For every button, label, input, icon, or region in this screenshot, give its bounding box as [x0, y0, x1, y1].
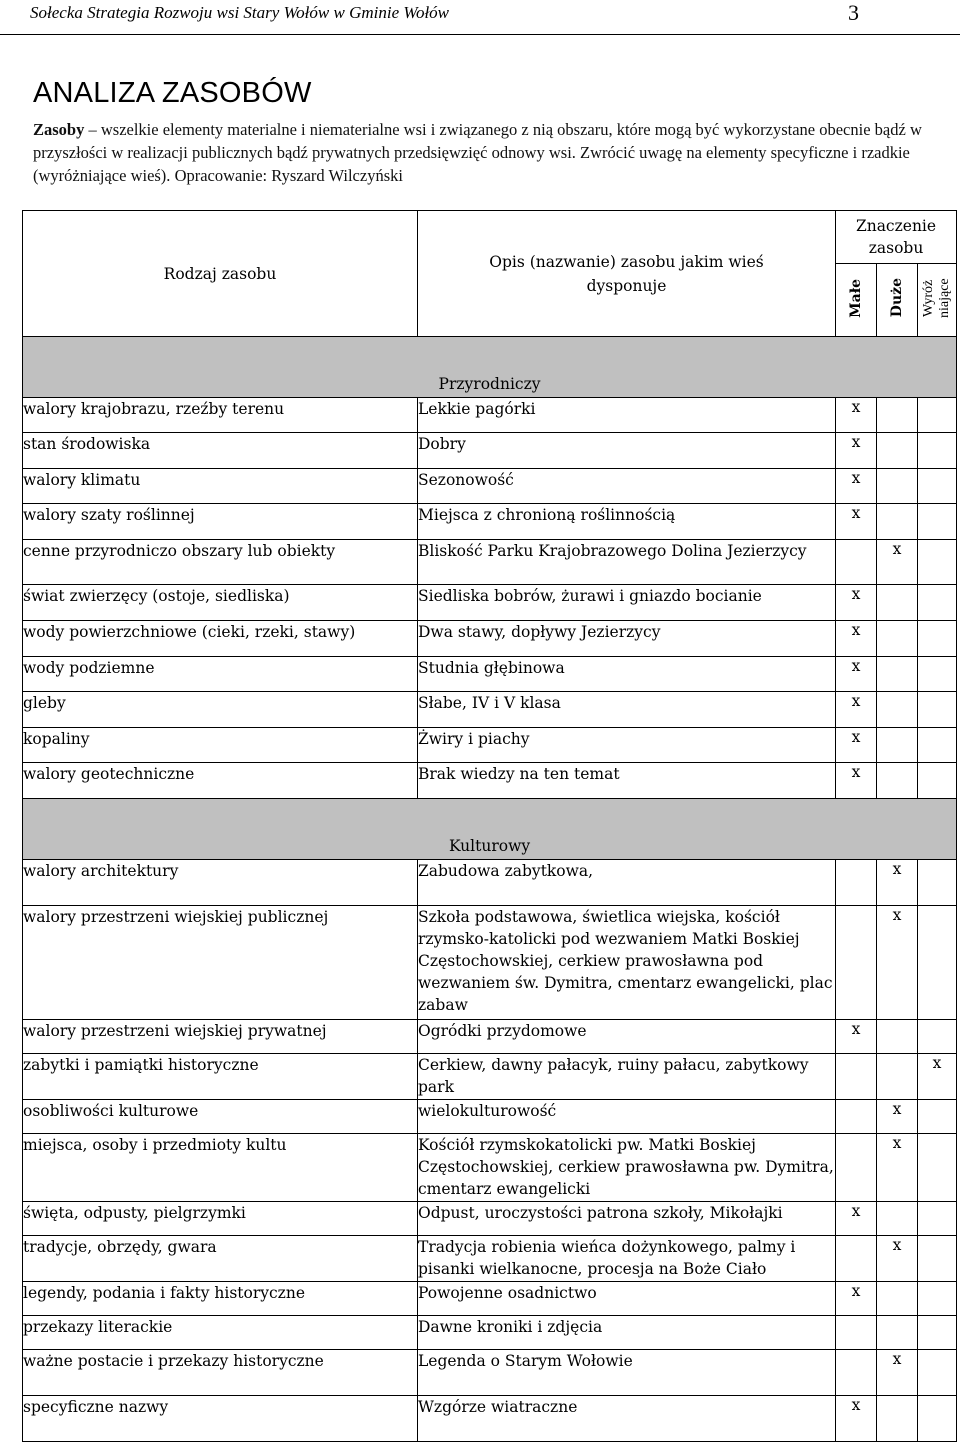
- table-row: [23, 763, 957, 799]
- cell-wyrozniajace: [918, 621, 957, 657]
- table-row: [23, 728, 957, 763]
- cell-opis: Dobry: [418, 433, 836, 469]
- cell-male: x: [836, 1020, 877, 1054]
- cell-opis: Sezonowość: [418, 469, 836, 504]
- cell-wyrozniajace: [918, 657, 957, 692]
- cell-duze: [877, 1054, 918, 1100]
- table-row: [23, 398, 957, 433]
- table-row: [23, 1350, 957, 1396]
- cell-rodzaj: walory klimatu: [23, 469, 418, 504]
- cell-rodzaj: wody podziemne: [23, 657, 418, 692]
- header-opis-text: Opis (nazwanie) zasobu jakim wieś dysponuje: [489, 252, 764, 295]
- cell-wyrozniajace: [918, 585, 957, 621]
- cell-duze: [877, 692, 918, 728]
- table-row: [23, 1100, 957, 1134]
- cell-rodzaj: cenne przyrodniczo obszary lub obiekty: [23, 540, 418, 585]
- table-row: [23, 540, 957, 585]
- cell-rodzaj: osobliwości kulturowe: [23, 1100, 418, 1134]
- cell-opis: Dawne kroniki i zdjęcia: [418, 1316, 836, 1350]
- header-znaczenie-text: Znaczenie zasobu: [855, 217, 937, 257]
- cell-rodzaj: przekazy literackie: [23, 1316, 418, 1350]
- table-row: [23, 1316, 957, 1350]
- cell-wyrozniajace: [918, 469, 957, 504]
- cell-opis: Kościół rzymskokatolicki pw. Matki Boskiej Częstochowskiej, cerkiew prawosławna pw. Dymitra, cmentarz ewangelicki: [418, 1134, 836, 1202]
- intro-paragraph: [33, 118, 938, 187]
- header-wyrozniajace: [918, 264, 957, 337]
- cell-wyrozniajace: [918, 1396, 957, 1442]
- cell-duze: x: [877, 540, 918, 585]
- cell-opis: Powojenne osadnictwo: [418, 1282, 836, 1316]
- page-number: 3: [848, 0, 859, 25]
- table-row: [23, 1396, 957, 1442]
- cell-duze: [877, 585, 918, 621]
- cell-male: x: [836, 657, 877, 692]
- cell-male: [836, 906, 877, 1020]
- cell-rodzaj: walory krajobrazu, rzeźby terenu: [23, 398, 418, 433]
- cell-duze: [877, 763, 918, 799]
- cell-wyrozniajace: [918, 692, 957, 728]
- header-male-text: Małe: [848, 278, 864, 318]
- header-duze-text: Duże: [889, 278, 905, 318]
- cell-rodzaj: walory przestrzeni wiejskiej prywatnej: [23, 1020, 418, 1054]
- table-row: [23, 1236, 957, 1282]
- cell-male: x: [836, 692, 877, 728]
- cell-rodzaj: święta, odpusty, pielgrzymki: [23, 1202, 418, 1236]
- cell-wyrozniajace: x: [918, 1054, 957, 1100]
- cell-male: x: [836, 469, 877, 504]
- cell-male: x: [836, 621, 877, 657]
- cell-duze: x: [877, 906, 918, 1020]
- table-row: [23, 1202, 957, 1236]
- header-znaczenie: [836, 211, 957, 264]
- cell-opis: Siedliska bobrów, żurawi i gniazdo bocianie: [418, 585, 836, 621]
- cell-rodzaj: walory szaty roślinnej: [23, 504, 418, 540]
- table-row: [23, 621, 957, 657]
- cell-opis: Dwa stawy, dopływy Jezierzycy: [418, 621, 836, 657]
- section-row: [23, 337, 957, 398]
- cell-wyrozniajace: [918, 1134, 957, 1202]
- table-row: [23, 860, 957, 906]
- table-body: [23, 337, 957, 1442]
- cell-duze: x: [877, 1236, 918, 1282]
- cell-duze: x: [877, 1134, 918, 1202]
- cell-duze: [877, 1202, 918, 1236]
- cell-male: [836, 1316, 877, 1350]
- header-male: [836, 264, 877, 337]
- cell-duze: [877, 504, 918, 540]
- resources-table: [22, 210, 957, 1442]
- cell-wyrozniajace: [918, 1236, 957, 1282]
- cell-rodzaj: specyficzne nazwy: [23, 1396, 418, 1442]
- table-row: [23, 585, 957, 621]
- section-title: Przyrodniczy: [23, 337, 957, 398]
- table-row: [23, 1054, 957, 1100]
- intro-credit: Opracowanie: Ryszard Wilczyński: [170, 166, 403, 185]
- cell-duze: x: [877, 1100, 918, 1134]
- cell-male: [836, 1134, 877, 1202]
- header-duze: [877, 264, 918, 337]
- cell-rodzaj: wody powierzchniowe (cieki, rzeki, stawy): [23, 621, 418, 657]
- intro-term: Zasoby: [33, 120, 85, 139]
- cell-wyrozniajace: [918, 1282, 957, 1316]
- cell-duze: [877, 1396, 918, 1442]
- cell-wyrozniajace: [918, 433, 957, 469]
- cell-opis: Brak wiedzy na ten temat: [418, 763, 836, 799]
- cell-male: x: [836, 1202, 877, 1236]
- header-title: Sołecka Strategia Rozwoju wsi Stary Wołów w Gminie Wołów: [30, 3, 450, 22]
- cell-rodzaj: stan środowiska: [23, 433, 418, 469]
- cell-male: x: [836, 398, 877, 433]
- cell-rodzaj: walory przestrzeni wiejskiej publicznej: [23, 906, 418, 1020]
- cell-rodzaj: miejsca, osoby i przedmioty kultu: [23, 1134, 418, 1202]
- cell-opis: Bliskość Parku Krajobrazowego Dolina Jezierzycy: [418, 540, 836, 585]
- cell-opis: Studnia głębinowa: [418, 657, 836, 692]
- cell-duze: [877, 433, 918, 469]
- cell-male: [836, 540, 877, 585]
- cell-male: x: [836, 1396, 877, 1442]
- cell-duze: [877, 398, 918, 433]
- cell-wyrozniajace: [918, 860, 957, 906]
- cell-rodzaj: świat zwierzęcy (ostoje, siedliska): [23, 585, 418, 621]
- cell-duze: [877, 469, 918, 504]
- cell-duze: x: [877, 1350, 918, 1396]
- cell-male: [836, 860, 877, 906]
- cell-male: x: [836, 585, 877, 621]
- cell-rodzaj: tradycje, obrzędy, gwara: [23, 1236, 418, 1282]
- cell-wyrozniajace: [918, 504, 957, 540]
- cell-opis: Miejsca z chronioną roślinnością: [418, 504, 836, 540]
- cell-opis: Wzgórze wiatraczne: [418, 1396, 836, 1442]
- cell-rodzaj: zabytki i pamiątki historyczne: [23, 1054, 418, 1100]
- cell-opis: wielokulturowość: [418, 1100, 836, 1134]
- cell-male: [836, 1054, 877, 1100]
- cell-duze: [877, 621, 918, 657]
- cell-wyrozniajace: [918, 540, 957, 585]
- intro-text: – wszelkie elementy materialne i niematerialne wsi i związanego z nią obszaru, które mogą być wykorzystane obecnie bądź w przyszłości w realizacji publicznych bądź prywatnych przedsięwzięć odnowy wsi. Zwrócić uwagę na elementy specyficzne i rzadkie (wyróżniające wieś).: [33, 120, 922, 185]
- cell-male: [836, 1350, 877, 1396]
- cell-wyrozniajace: [918, 728, 957, 763]
- cell-opis: Zabudowa zabytkowa,: [418, 860, 836, 906]
- cell-wyrozniajace: [918, 1020, 957, 1054]
- table-row: [23, 433, 957, 469]
- cell-opis: Ogródki przydomowe: [418, 1020, 836, 1054]
- cell-male: x: [836, 763, 877, 799]
- cell-duze: [877, 1282, 918, 1316]
- cell-wyrozniajace: [918, 906, 957, 1020]
- cell-male: [836, 1236, 877, 1282]
- document-heading: ANALIZA ZASOBÓW: [33, 77, 312, 109]
- cell-male: x: [836, 504, 877, 540]
- page-header: [0, 0, 960, 35]
- cell-male: x: [836, 728, 877, 763]
- cell-opis: Cerkiew, dawny pałacyk, ruiny pałacu, zabytkowy park: [418, 1054, 836, 1100]
- cell-wyrozniajace: [918, 1316, 957, 1350]
- cell-rodzaj: walory architektury: [23, 860, 418, 906]
- table-row: [23, 504, 957, 540]
- cell-wyrozniajace: [918, 1202, 957, 1236]
- cell-duze: x: [877, 860, 918, 906]
- cell-duze: [877, 657, 918, 692]
- section-row: [23, 799, 957, 860]
- cell-wyrozniajace: [918, 1100, 957, 1134]
- cell-opis: Lekkie pagórki: [418, 398, 836, 433]
- table-row: [23, 1134, 957, 1202]
- cell-opis: Żwiry i piachy: [418, 728, 836, 763]
- table-row: [23, 1020, 957, 1054]
- table-row: [23, 906, 957, 1020]
- table-row: [23, 469, 957, 504]
- cell-wyrozniajace: [918, 398, 957, 433]
- cell-opis: Odpust, uroczystości patrona szkoły, Mikołajki: [418, 1202, 836, 1236]
- cell-wyrozniajace: [918, 763, 957, 799]
- header-opis: [418, 211, 836, 337]
- cell-male: [836, 1100, 877, 1134]
- cell-opis: Szkoła podstawowa, świetlica wiejska, kościół rzymsko-katolicki pod wezwaniem Matki Boskiej Częstochowskiej, cerkiew prawosławna pod wezwaniem św. Dymitra, cmentarz ewangelicki, plac zabaw: [418, 906, 836, 1020]
- header-rodzaj: Rodzaj zasobu: [23, 211, 418, 337]
- cell-rodzaj: ważne postacie i przekazy historyczne: [23, 1350, 418, 1396]
- cell-rodzaj: legendy, podania i fakty historyczne: [23, 1282, 418, 1316]
- header-wyrozniajace-text: Wyróż niające: [921, 278, 953, 318]
- cell-duze: [877, 1020, 918, 1054]
- cell-rodzaj: kopaliny: [23, 728, 418, 763]
- cell-opis: Legenda o Starym Wołowie: [418, 1350, 836, 1396]
- cell-duze: [877, 728, 918, 763]
- table-row: [23, 1282, 957, 1316]
- cell-wyrozniajace: [918, 1350, 957, 1396]
- cell-rodzaj: walory geotechniczne: [23, 763, 418, 799]
- cell-opis: Tradycja robienia wieńca dożynkowego, palmy i pisanki wielkanocne, procesja na Boże Ciało: [418, 1236, 836, 1282]
- table-row: [23, 657, 957, 692]
- cell-male: x: [836, 1282, 877, 1316]
- cell-duze: [877, 1316, 918, 1350]
- cell-male: x: [836, 433, 877, 469]
- cell-rodzaj: gleby: [23, 692, 418, 728]
- table-row: [23, 692, 957, 728]
- cell-opis: Słabe, IV i V klasa: [418, 692, 836, 728]
- section-title: Kulturowy: [23, 799, 957, 860]
